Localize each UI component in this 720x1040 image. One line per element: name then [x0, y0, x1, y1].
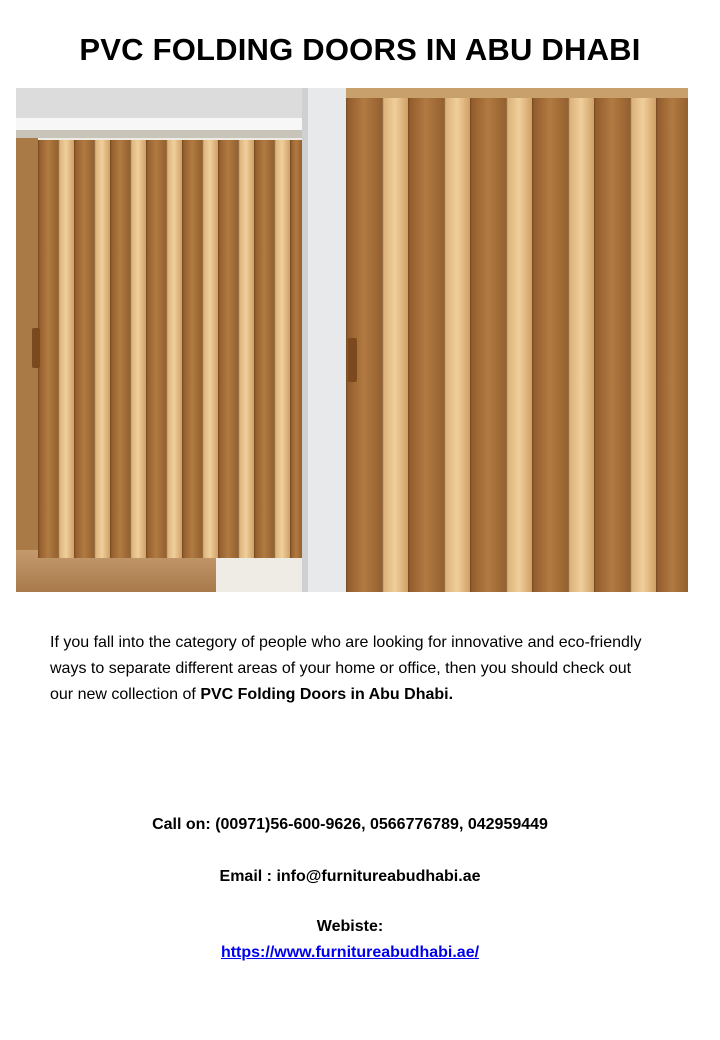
- email-line: [0, 868, 700, 886]
- slat-seam: [382, 98, 383, 592]
- slat-seam: [94, 140, 95, 558]
- door-slat: [274, 140, 290, 558]
- door-slat: [656, 98, 688, 592]
- door-slat: [254, 140, 274, 558]
- slat-seam: [110, 140, 111, 558]
- slat-seam: [274, 140, 275, 558]
- door-slat: [382, 98, 408, 592]
- slat-seam: [630, 98, 631, 592]
- door-slat: [74, 140, 94, 558]
- slat-seam: [470, 98, 471, 592]
- door-slat: [506, 98, 532, 592]
- slat-seam: [408, 98, 409, 592]
- slat-seam: [218, 140, 219, 558]
- email-address: info@furnitureabudhabi.ae: [276, 868, 481, 885]
- slat-seam: [182, 140, 183, 558]
- door-slat: [630, 98, 656, 592]
- phone-numbers: (00971)56-600-9626, 0566776789, 042959449: [215, 816, 548, 833]
- website-link[interactable]: https://www.furnitureabudhabi.ae/: [220, 944, 480, 961]
- door-slat: [146, 140, 166, 558]
- door-slat: [238, 140, 254, 558]
- right-door-handle-icon: [348, 338, 357, 382]
- door-slat: [94, 140, 110, 558]
- intro-paragraph: [50, 630, 650, 708]
- intro-text: If you fall into the category of people who are looking for innovative and eco-friendly ways to separate different areas of your home or office, then you should check out our new collection of: [50, 634, 642, 703]
- slat-seam: [444, 98, 445, 592]
- slat-seam: [58, 140, 59, 558]
- door-slat: [58, 140, 74, 558]
- left-door-handle-icon: [32, 328, 40, 368]
- slat-seam: [166, 140, 167, 558]
- door-slat: [568, 98, 594, 592]
- slat-seam: [506, 98, 507, 592]
- slat-seam: [146, 140, 147, 558]
- slat-seam: [290, 140, 291, 558]
- call-line: [0, 816, 700, 834]
- door-slat: [38, 140, 58, 558]
- folding-doors-illustration: [16, 88, 688, 592]
- call-label: Call on:: [152, 816, 211, 833]
- slat-seam: [202, 140, 203, 558]
- door-slat: [130, 140, 146, 558]
- door-slat: [182, 140, 202, 558]
- door-slat: [110, 140, 130, 558]
- slat-seam: [594, 98, 595, 592]
- folding-doors-photo: [16, 88, 688, 592]
- website-label: Webiste:: [316, 918, 384, 935]
- door-slat: [470, 98, 506, 592]
- slat-seam: [532, 98, 533, 592]
- door-slat: [166, 140, 182, 558]
- door-slat: [408, 98, 444, 592]
- door-slat: [594, 98, 630, 592]
- slat-seam: [238, 140, 239, 558]
- slat-seam: [656, 98, 657, 592]
- slat-seam: [130, 140, 131, 558]
- door-slat: [444, 98, 470, 592]
- page-title: PVC FOLDING DOORS IN ABU DHABI: [79, 32, 641, 67]
- door-slat: [202, 140, 218, 558]
- door-slat: [290, 140, 302, 558]
- wall-pillar: [302, 88, 346, 592]
- intro-highlight: PVC Folding Doors in Abu Dhabi.: [200, 686, 454, 703]
- door-slat: [218, 140, 238, 558]
- slat-seam: [254, 140, 255, 558]
- left-folding-door: [38, 140, 302, 558]
- right-folding-door: [346, 98, 688, 592]
- slat-seam: [346, 98, 347, 592]
- website-line: [0, 944, 700, 962]
- slat-seam: [74, 140, 75, 558]
- door-slat: [532, 98, 568, 592]
- email-label: Email :: [219, 868, 272, 885]
- slat-seam: [568, 98, 569, 592]
